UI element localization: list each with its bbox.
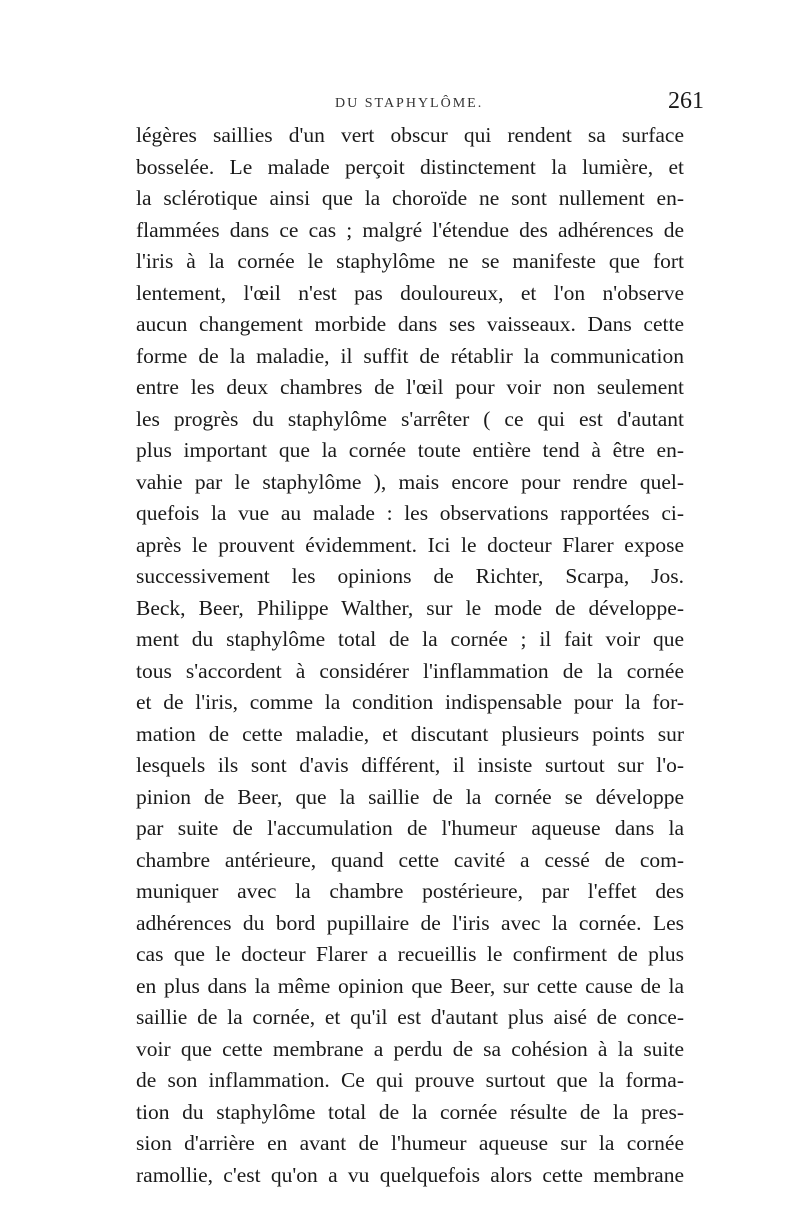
text-line: et de l'iris, comme la condition indispensable pour la for- <box>136 690 684 714</box>
running-title: DU STAPHYLÔME. <box>335 96 484 111</box>
text-line: tion du staphylôme total de la cornée résulte de la pres- <box>136 1099 684 1124</box>
text-line: les progrès du staphylôme s'arrêter ( ce qui est d'autant <box>136 406 684 431</box>
text-line: forme de la maladie, il suffit de rétablir la communication <box>136 343 684 368</box>
text-line: de son inflammation. Ce qui prouve surtout que la forma- <box>136 1068 684 1092</box>
text-line: lentement, l'œil n'est pas douloureux, et l'on n'observe <box>136 280 684 305</box>
text-line: chambre antérieure, quand cette cavité a cessé de com- <box>136 847 684 872</box>
text-line: vahie par le staphylôme ), mais encore pour rendre quel- <box>136 469 684 494</box>
text-line: entre les deux chambres de l'œil pour voir non seulement <box>136 375 684 399</box>
text-line: adhérences du bord pupillaire de l'iris avec la cornée. Les <box>136 910 684 935</box>
text-line: après le prouvent évidemment. Ici le docteur Flarer expose <box>136 532 684 557</box>
text-line: la sclérotique ainsi que la choroïde ne sont nullement en- <box>136 186 684 210</box>
text-line: ramollie, c'est qu'on a vu quelquefois alors cette membrane <box>136 1162 684 1187</box>
text-line: successivement les opinions de Richter, Scarpa, Jos. <box>136 564 684 588</box>
text-line: pinion de Beer, que la saillie de la cornée se développe <box>136 784 684 809</box>
text-line: l'iris à la cornée le staphylôme ne se manifeste que fort <box>136 249 684 273</box>
text-line: par suite de l'accumulation de l'humeur aqueuse dans la <box>136 816 684 840</box>
text-line: ment du staphylôme total de la cornée ; il fait voir que <box>136 627 684 651</box>
page-number: 261 <box>668 88 704 114</box>
text-line: plus important que la cornée toute entière tend à être en- <box>136 438 684 462</box>
text-line: légères saillies d'un vert obscur qui rendent sa surface <box>136 123 684 147</box>
text-line: tous s'accordent à considérer l'inflammation de la cornée <box>136 658 684 683</box>
text-line: Beck, Beer, Philippe Walther, sur le mode de développe- <box>136 595 684 620</box>
text-line: mation de cette maladie, et discutant plusieurs points sur <box>136 721 684 746</box>
text-line: en plus dans la même opinion que Beer, sur cette cause de la <box>136 973 684 998</box>
text-line: cas que le docteur Flarer a recueillis le confirment de plus <box>136 942 684 966</box>
text-line: quefois la vue au malade : les observations rapportées ci- <box>136 501 684 525</box>
text-line: sion d'arrière en avant de l'humeur aqueuse sur la cornée <box>136 1131 684 1155</box>
text-line: lesquels ils sont d'avis différent, il insiste surtout sur l'o- <box>136 753 684 777</box>
text-line: flammées dans ce cas ; malgré l'étendue des adhérences de <box>136 217 684 242</box>
body-text <box>136 120 684 1191</box>
text-line: voir que cette membrane a perdu de sa cohésion à la suite <box>136 1036 684 1061</box>
text-line: aucun changement morbide dans ses vaisseaux. Dans cette <box>136 312 684 336</box>
text-line: bosselée. Le malade perçoit distinctement la lumière, et <box>136 154 684 179</box>
text-line: muniquer avec la chambre postérieure, par l'effet des <box>136 879 684 903</box>
text-line: saillie de la cornée, et qu'il est d'autant plus aisé de conce- <box>136 1005 684 1029</box>
